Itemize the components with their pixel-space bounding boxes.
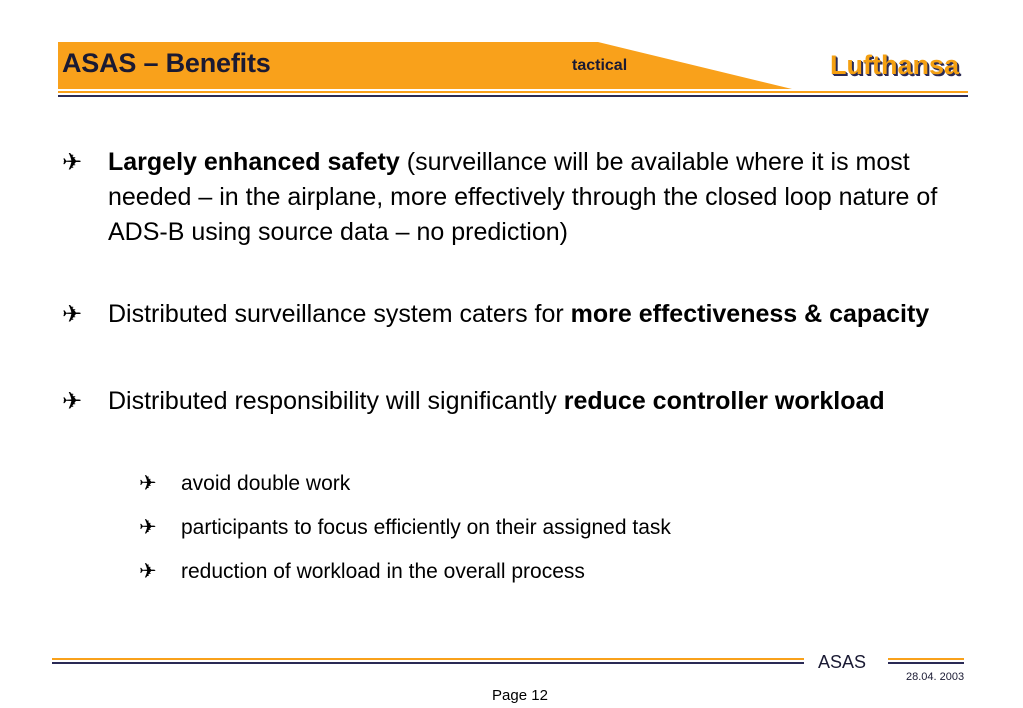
sub-bullet-2 bbox=[139, 514, 961, 542]
airplane-icon: ✈ bbox=[139, 560, 157, 583]
sub-bullet-1-text: avoid double work bbox=[181, 472, 351, 495]
sub-bullet-1 bbox=[139, 470, 961, 498]
bullet-2-text: Distributed surveillance system caters for bbox=[108, 300, 571, 328]
footer-rule-orange-left bbox=[52, 658, 804, 660]
header-rule-orange bbox=[58, 91, 968, 93]
airplane-icon: ✈ bbox=[62, 301, 83, 328]
header-tag: tactical bbox=[572, 57, 628, 74]
footer-date: 28.04. 2003 bbox=[906, 671, 965, 683]
sub-bullet-2-text: participants to focus efficiently on their assigned task bbox=[181, 516, 671, 539]
bullet-3-text: Distributed responsibility will significantly bbox=[108, 387, 564, 415]
airplane-icon: ✈ bbox=[139, 516, 157, 539]
page-number: Page 12 bbox=[492, 687, 548, 704]
sub-bullet-3-text: reduction of workload in the overall process bbox=[181, 560, 585, 583]
bullet-2 bbox=[62, 297, 968, 332]
slide-footer bbox=[0, 640, 1023, 708]
bullet-1-text: (surveillance will be available where it is most needed – in the airplane, more effectively through the closed loop nature of ADS-B using source data – no prediction) bbox=[108, 148, 938, 246]
bullet-3 bbox=[62, 384, 968, 419]
airplane-icon: ✈ bbox=[62, 149, 83, 176]
footer-rule-orange-right bbox=[888, 658, 964, 660]
brand-logo: Lufthansa bbox=[829, 50, 959, 80]
bullet-1 bbox=[62, 145, 968, 250]
page-title: ASAS – Benefits bbox=[62, 48, 271, 78]
bullet-1-bold: Largely enhanced safety bbox=[108, 148, 400, 176]
bullet-2-bold: more effectiveness & capacity bbox=[570, 300, 930, 328]
footer-rule-dark-right bbox=[888, 662, 964, 664]
sub-bullet-3 bbox=[139, 558, 961, 586]
bullet-3-bold: reduce controller workload bbox=[563, 387, 885, 415]
footer-rule-dark-left bbox=[52, 662, 804, 664]
slide-header bbox=[0, 0, 1023, 100]
airplane-icon: ✈ bbox=[139, 472, 157, 495]
footer-rules bbox=[0, 640, 1023, 680]
footer-label: ASAS bbox=[818, 652, 867, 672]
airplane-icon: ✈ bbox=[62, 388, 83, 415]
header-rule-dark bbox=[58, 95, 968, 97]
